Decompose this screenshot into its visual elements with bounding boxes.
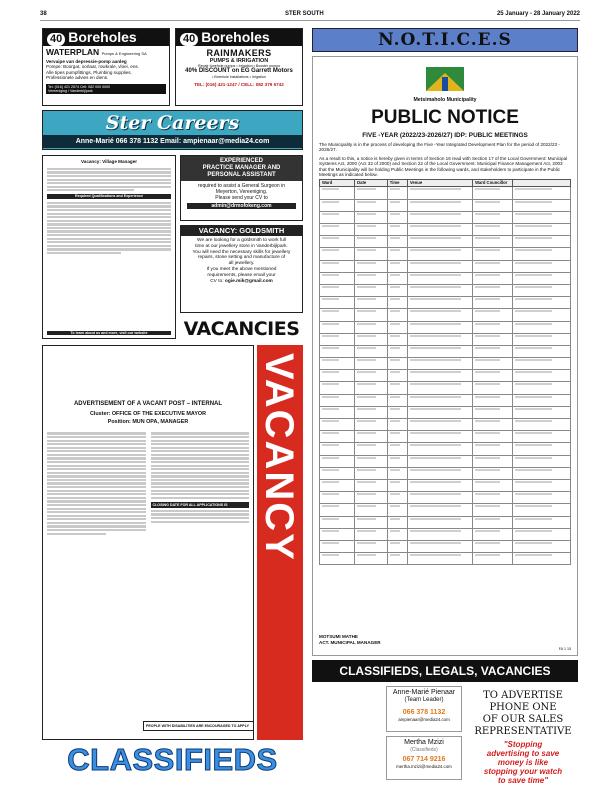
table-cell [407, 236, 472, 248]
table-cell [407, 358, 472, 370]
table-cell [473, 236, 513, 248]
table-row [320, 382, 571, 394]
table-cell [355, 419, 388, 431]
contact-phone[interactable]: 066 378 1132 [402, 709, 446, 716]
table-cell [513, 321, 571, 333]
table-row [320, 224, 571, 236]
table-row [320, 504, 571, 516]
table-cell [387, 382, 407, 394]
table-cell [473, 260, 513, 272]
ster-careers-banner [42, 110, 303, 150]
table-cell [473, 272, 513, 284]
table-cell [320, 540, 355, 552]
table-cell [407, 540, 472, 552]
table-cell [513, 467, 571, 479]
table-row [320, 540, 571, 552]
table-cell [387, 272, 407, 284]
discount-line: 40% DISCOUNT on EG Garrett Motors [185, 68, 293, 75]
table-row [320, 211, 571, 223]
col-councillor: Ward Councillor [473, 180, 513, 187]
table-cell [355, 467, 388, 479]
company-sub: PUMPS & IRRIGATION [209, 58, 269, 64]
table-row [320, 248, 571, 260]
table-cell [320, 248, 355, 260]
service-line-3: Alle tipes pumpfittings, Plumbing supplies. [46, 69, 132, 75]
contact-card-anne [386, 686, 462, 732]
table-cell [513, 199, 571, 211]
table-cell [355, 321, 388, 333]
table-cell [473, 211, 513, 223]
table-cell [355, 455, 388, 467]
table-cell [355, 333, 388, 345]
service-line-4: Professionele advies en diens. [46, 75, 109, 81]
table-cell [407, 406, 472, 418]
table-cell [407, 516, 472, 528]
village-manager-title: Vacancy: Village Manager [80, 159, 138, 164]
contact-email[interactable]: ampienaar@media24.com [398, 717, 450, 722]
table-cell [407, 553, 472, 565]
practice-manager-title: EXPERIENCED PRACTICE MANAGER AND PERSONAL ASSISTANT [181, 156, 302, 181]
practice-manager-email[interactable]: admin@drmofokeng.com [187, 203, 296, 209]
table-cell [473, 419, 513, 431]
table-cell [407, 492, 472, 504]
table-cell [387, 443, 407, 455]
table-cell [513, 540, 571, 552]
table-cell [473, 382, 513, 394]
table-cell [320, 333, 355, 345]
table-cell [387, 516, 407, 528]
stop-advertising-quote: "Stopping advertising to save money is like stopping your watch to save time" [483, 740, 563, 785]
table-cell [513, 553, 571, 565]
table-cell [473, 284, 513, 296]
table-cell [473, 309, 513, 321]
table-cell [355, 199, 388, 211]
table-cell [355, 443, 388, 455]
table-cell [320, 187, 355, 199]
notice-title: PUBLIC NOTICE [371, 107, 519, 128]
table-cell [355, 528, 388, 540]
issue-date: 25 January - 28 January 2022 [496, 11, 580, 17]
table-cell [513, 224, 571, 236]
table-cell [355, 224, 388, 236]
advert-position: Position: MUN OPA, MANAGER [107, 419, 189, 425]
contact-role: (Team Leader) [404, 697, 444, 703]
table-cell [513, 333, 571, 345]
table-cell [320, 406, 355, 418]
table-cell [355, 358, 388, 370]
table-cell [407, 284, 472, 296]
table-row [320, 187, 571, 199]
table-cell [355, 553, 388, 565]
table-cell [387, 431, 407, 443]
table-cell [387, 370, 407, 382]
table-cell [387, 248, 407, 260]
table-row [320, 358, 571, 370]
table-cell [513, 516, 571, 528]
table-cell [320, 479, 355, 491]
contact-line: TEL: (016) 421-1247 / CELL: 082 379 5742 [194, 81, 284, 87]
table-cell [407, 479, 472, 491]
table-row [320, 419, 571, 431]
table-cell [513, 394, 571, 406]
contact-phone[interactable]: 067 714 9216 [402, 756, 446, 763]
table-cell [387, 224, 407, 236]
goldsmith-title: VACANCY: GOLDSMITH [181, 226, 302, 236]
table-cell [473, 297, 513, 309]
table-row [320, 260, 571, 272]
boreholes-heading: 40 Boreholes [43, 29, 169, 46]
table-cell [387, 333, 407, 345]
table-cell [355, 272, 388, 284]
service-line-1: Repair borehole pumps • Irrigation • Booster pumps [197, 64, 281, 68]
table-cell [473, 394, 513, 406]
table-cell [473, 224, 513, 236]
table-row [320, 321, 571, 333]
table-cell [407, 443, 472, 455]
disability-note: PEOPLE WITH DISABILITIES ARE ENCOURAGED TO APPLY [143, 721, 254, 731]
advertise-text: TO ADVERTISE PHONE ONE OF OUR SALES REPRESENTATIVE [474, 690, 572, 737]
service-line-1: Vervaipe van depressie-pomp aanleg [46, 59, 127, 64]
practice-manager-ad [180, 155, 303, 221]
table-row [320, 528, 571, 540]
table-cell [355, 394, 388, 406]
boreholes-ad-left [42, 28, 170, 106]
table-cell [387, 211, 407, 223]
table-cell [513, 309, 571, 321]
table-cell [387, 553, 407, 565]
col-date: Date [355, 180, 388, 187]
table-cell [387, 236, 407, 248]
table-cell [320, 309, 355, 321]
table-cell [407, 248, 472, 260]
table-cell [355, 345, 388, 357]
table-cell [320, 443, 355, 455]
table-row [320, 309, 571, 321]
qualifications-title: Required Qualifications and Experience [47, 194, 171, 198]
table-cell [387, 540, 407, 552]
public-notice [312, 56, 578, 656]
table-cell [513, 297, 571, 309]
village-manager-ad [42, 155, 176, 339]
classifieds-heading: CLASSIFIEDS [67, 742, 278, 777]
col-extra [513, 180, 571, 187]
table-cell [473, 467, 513, 479]
table-cell [387, 406, 407, 418]
table-cell [355, 297, 388, 309]
table-cell [407, 321, 472, 333]
contact-role: (Classifieds) [410, 747, 438, 753]
table-cell [407, 419, 472, 431]
table-row [320, 431, 571, 443]
table-cell [407, 431, 472, 443]
table-cell [355, 504, 388, 516]
table-cell [320, 553, 355, 565]
table-cell [387, 284, 407, 296]
table-cell [320, 528, 355, 540]
contact-name: Mertha Mzizi [404, 739, 444, 746]
internal-advert [42, 345, 254, 740]
table-cell [387, 358, 407, 370]
table-cell [513, 431, 571, 443]
table-cell [473, 443, 513, 455]
table-cell [320, 345, 355, 357]
table-row [320, 345, 571, 357]
goldsmith-email[interactable]: ogie.mik@gmail.com [224, 278, 273, 284]
boreholes-ad-right [175, 28, 303, 106]
table-cell [320, 419, 355, 431]
service-line-2: Pompe: Boorgat, oorlaat, rowkrale, vloei, ens. [46, 64, 139, 70]
table-cell [355, 406, 388, 418]
table-row [320, 199, 571, 211]
contact-line: Tel: (016) 421 2574 Cell: 082 000 0000 Vereeniging / Vanderbijlpark [46, 84, 166, 95]
table-cell [355, 260, 388, 272]
careers-title: Ster Careers [105, 112, 240, 134]
table-cell [407, 455, 472, 467]
table-cell [355, 540, 388, 552]
table-row [320, 236, 571, 248]
table-cell [473, 187, 513, 199]
table-cell [355, 382, 388, 394]
company-name: RAINMAKERS [206, 48, 272, 58]
table-cell [407, 370, 472, 382]
table-cell [513, 382, 571, 394]
table-cell [320, 236, 355, 248]
table-cell [320, 260, 355, 272]
table-cell [473, 504, 513, 516]
goldsmith-body: We are looking for a goldsmith to work full time at our jewellery store in Vanderbijlpark. You will need the necessary skills for jewellery repairs, stone setting and manufacture of all jewellery. If you meet the above mentioned requirements, please email your CV to: ogie.mik@gmail.com [192, 238, 291, 284]
table-row [320, 394, 571, 406]
table-cell [387, 187, 407, 199]
contact-card-mertha [386, 736, 462, 780]
table-cell [387, 479, 407, 491]
table-cell [407, 345, 472, 357]
table-cell [473, 345, 513, 357]
table-cell [320, 224, 355, 236]
table-cell [407, 382, 472, 394]
notice-intro: The Municipality is in the process of developing the Five -Year Integrated Development Plan for the period of 2022/23 - 2026/27. [319, 142, 560, 153]
table-cell [407, 309, 472, 321]
table-cell [355, 236, 388, 248]
table-cell [407, 504, 472, 516]
closing-date: CLOSING DATE FOR ALL APPLICATIONS IS [151, 502, 250, 508]
col-time: Time [387, 180, 407, 187]
advert-body [43, 425, 253, 536]
table-cell [320, 382, 355, 394]
table-cell [355, 431, 388, 443]
classifieds-banner: CLASSIFIEDS, LEGALS, VACANCIES [312, 660, 578, 682]
municipality-logo [422, 63, 468, 97]
vacancy-side-banner [257, 345, 303, 740]
table-cell [320, 455, 355, 467]
table-row [320, 467, 571, 479]
page-header [40, 8, 580, 21]
table-cell [513, 479, 571, 491]
table-row [320, 553, 571, 565]
table-cell [407, 187, 472, 199]
table-cell [513, 284, 571, 296]
table-cell [473, 540, 513, 552]
table-cell [355, 479, 388, 491]
table-cell [320, 516, 355, 528]
table-cell [387, 199, 407, 211]
table-cell [473, 479, 513, 491]
table-cell [407, 272, 472, 284]
table-row [320, 333, 571, 345]
table-row [320, 516, 571, 528]
table-cell [320, 370, 355, 382]
table-cell [513, 528, 571, 540]
table-cell [407, 467, 472, 479]
advert-cluster: Cluster: OFFICE OF THE EXECUTIVE MAYOR [89, 411, 206, 417]
table-cell [355, 248, 388, 260]
table-cell [473, 321, 513, 333]
table-cell [513, 406, 571, 418]
table-cell [513, 248, 571, 260]
table-cell [513, 211, 571, 223]
table-row [320, 455, 571, 467]
service-line-3: • Borehole installations • Irrigation [212, 75, 266, 80]
table-cell [473, 248, 513, 260]
table-cell [407, 224, 472, 236]
table-row [320, 370, 571, 382]
table-cell [387, 528, 407, 540]
vacancy-side-text: VACANCY [257, 353, 301, 562]
table-cell [513, 272, 571, 284]
table-cell [473, 358, 513, 370]
table-cell [320, 504, 355, 516]
notice-intro-2: As a result to this, a notice is hereby given in terms of Section 16 read with Section 17 of the Local Government: Municipal Systems Act, 2000 (Act 32 of 2000) and Section 22 of the Local Government: Municipal Finance Management Act, 2003 that the Municipality will be holding Public Meetings in the following wards, and stakeholders to participate in the Public Meetings as indicated below. [319, 155, 568, 178]
table-cell [387, 260, 407, 272]
table-row [320, 479, 571, 491]
table-cell [473, 431, 513, 443]
table-cell [513, 455, 571, 467]
table-cell [513, 504, 571, 516]
table-cell [387, 321, 407, 333]
table-cell [513, 492, 571, 504]
table-cell [513, 236, 571, 248]
table-cell [387, 309, 407, 321]
table-cell [387, 419, 407, 431]
table-cell [320, 394, 355, 406]
table-cell [513, 419, 571, 431]
table-row [320, 406, 571, 418]
table-cell [407, 394, 472, 406]
table-cell [387, 504, 407, 516]
table-cell [407, 333, 472, 345]
vacancies-heading: VACANCIES [183, 318, 300, 340]
table-cell [320, 284, 355, 296]
table-cell [320, 272, 355, 284]
table-cell [473, 370, 513, 382]
table-cell [355, 187, 388, 199]
table-cell [473, 333, 513, 345]
table-cell [473, 406, 513, 418]
notice-subtitle: FIVE -YEAR (2022/23-2026/27) IDP: PUBLIC MEETINGS [362, 132, 528, 139]
table-cell [473, 455, 513, 467]
table-row [320, 272, 571, 284]
page-number: 38 [40, 11, 47, 17]
meetings-table [313, 179, 577, 565]
table-cell [513, 358, 571, 370]
table-cell [320, 199, 355, 211]
table-cell [387, 492, 407, 504]
table-row [320, 492, 571, 504]
table-cell [320, 321, 355, 333]
boreholes-heading: 40 Boreholes [176, 29, 302, 46]
notices-heading: N.O.T.I.C.E.S [378, 30, 512, 50]
goldsmith-ad [180, 225, 303, 313]
table-row [320, 297, 571, 309]
table-cell [473, 528, 513, 540]
table-cell [320, 431, 355, 443]
table-cell [513, 370, 571, 382]
notice-signer: MOTSUMI MATHE ACT. MUNICIPAL MANAGER [319, 634, 381, 645]
contact-name: Anne-Marié Pienaar [392, 689, 456, 696]
table-cell [473, 516, 513, 528]
table-cell [407, 211, 472, 223]
table-cell [387, 297, 407, 309]
table-cell [513, 260, 571, 272]
table-cell [320, 358, 355, 370]
table-cell [387, 345, 407, 357]
table-cell [355, 284, 388, 296]
table-cell [407, 260, 472, 272]
table-cell [320, 297, 355, 309]
table-cell [407, 297, 472, 309]
table-cell [320, 211, 355, 223]
table-cell [513, 443, 571, 455]
advert-title: ADVERTISEMENT OF A VACANT POST – INTERNAL [73, 401, 223, 407]
col-ward: Ward [320, 180, 355, 187]
municipality-name: Metsimaholo Municipality [413, 97, 477, 103]
table-row [320, 284, 571, 296]
village-manager-footer: To learn about us and more, visit our website [47, 331, 171, 335]
table-cell [320, 467, 355, 479]
table-cell [320, 492, 355, 504]
table-cell [473, 199, 513, 211]
company-name: WATERPLAN Pumps & Engineering SA [46, 47, 147, 57]
table-cell [355, 492, 388, 504]
table-cell [355, 309, 388, 321]
table-cell [355, 211, 388, 223]
table-cell [355, 370, 388, 382]
col-venue: Venue [407, 180, 472, 187]
table-cell [387, 467, 407, 479]
table-cell [513, 345, 571, 357]
notices-banner [312, 28, 578, 52]
table-cell [355, 516, 388, 528]
table-cell [387, 455, 407, 467]
table-cell [407, 528, 472, 540]
table-row [320, 443, 571, 455]
table-cell [473, 492, 513, 504]
careers-contact: Anne-Marié 066 378 1132 Email: ampienaar@media24.com [43, 135, 302, 148]
table-cell [387, 394, 407, 406]
table-cell [407, 199, 472, 211]
practice-manager-body: required to assist a General Surgeon in Meyerton, Vereeniging. Please send your CV to admin@drmofokeng.com [181, 183, 302, 209]
table-cell [473, 553, 513, 565]
notice-ref: FA 1 15 [558, 646, 571, 651]
village-manager-body [43, 164, 175, 257]
contact-email[interactable]: mertha.mzizi@media24.com [396, 764, 452, 769]
paper-name: STER SOUTH [285, 11, 324, 17]
table-cell [513, 187, 571, 199]
